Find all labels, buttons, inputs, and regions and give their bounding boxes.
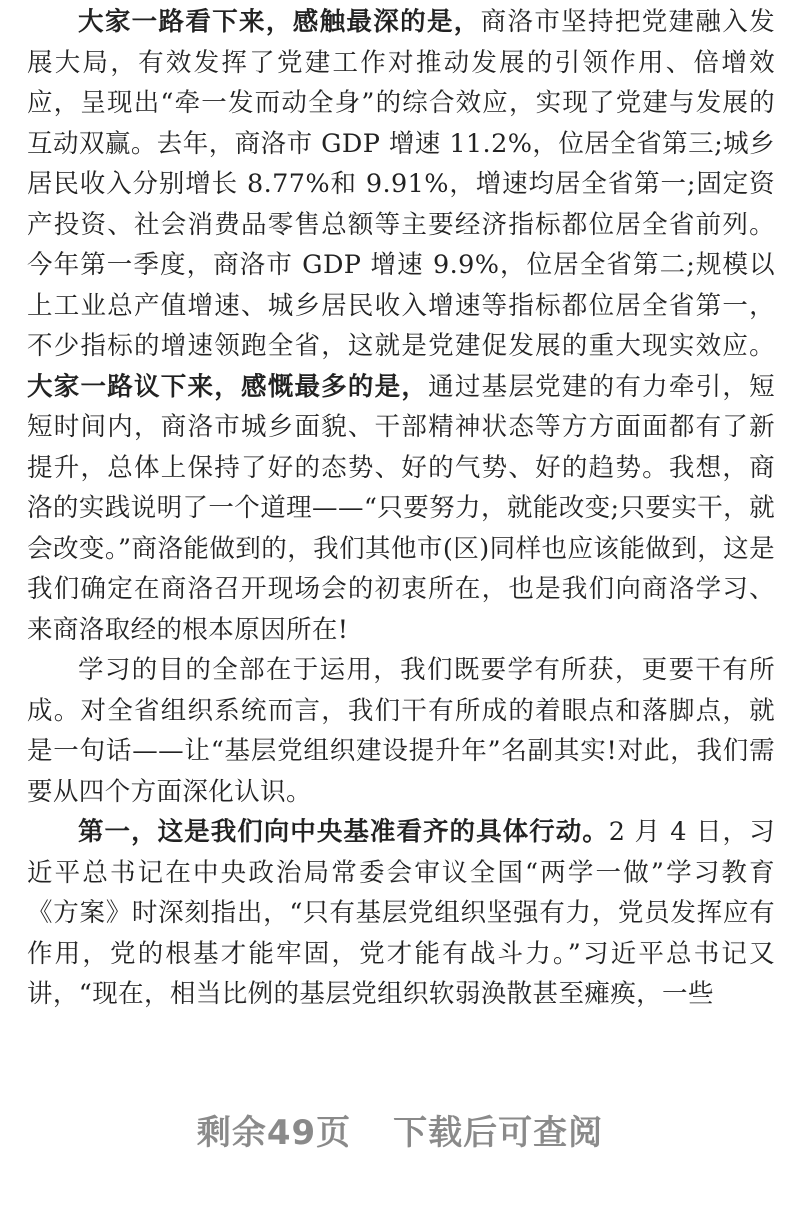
download-banner[interactable] [0, 1105, 800, 1154]
paragraph-1 [27, 2, 775, 650]
paragraph-3 [27, 812, 775, 1015]
body-text: 2 月 4 日，习近平总书记在中央政治局常委会审议全国“两学一做”学习教育《方案》时深刻指出，“只有基层党组织坚强有力，党员发挥应有作用，党的根基才能牢固，党才能有战斗力。”习近平总书记又讲，“现在，相当比例的基层党组织软弱涣散甚至瘫痪，一些 [27, 817, 775, 1009]
body-text: 通过基层党建的有力牵引，短短时间内，商洛市城乡面貌、干部精神状态等方方面面都有了新提升，总体上保持了好的态势、好的气势、好的趋势。我想，商洛的实践说明了一个道理——“只要努力，就能改变;只要实干，就会改变。”商洛能做到的，我们其他市(区)同样也应该能做到，这是我们确定在商洛召开现场会的初衷所在，也是我们向商洛学习、来商洛取经的根本原因所在! [27, 371, 775, 645]
remaining-pages-label: 剩余49页 [196, 1113, 352, 1153]
lead-phrase: 第一，这是我们向中央基准看齐的具体行动。 [78, 817, 609, 847]
body-text: 学习的目的全部在于运用，我们既要学有所获，更要干有所成。对全省组织系统而言，我们干有所成的着眼点和落脚点，就是一句话——让“基层党组织建设提升年”名副其实!对此，我们需要从四个方面深化认识。 [27, 655, 775, 807]
document-body [27, 2, 775, 1015]
lead-phrase: 大家一路议下来，感慨最多的是， [27, 371, 429, 402]
paragraph-2 [27, 650, 775, 812]
body-text: 商洛市坚持把党建融入发展大局，有效发挥了党建工作对推动发展的引领作用、倍增效应，呈现出“牵一发而动全身”的综合效应，实现了党建与发展的互动双赢。去年，商洛市 GDP 增速 11.2%，位居全省第三;城乡居民收入分别增长 8.77%和 9.91%，增速均居全省第一;固定资产投资、社会消费品零售总额等主要经济指标都位居全省前列。今年第一季度，商洛市 GDP 增速 9.9%，位居全省第二;规模以上工业总产值增速、城乡居民收入增速等指标都位居全省第一，不少指标的增速领跑全省，这就是党建促发展的重大现实效应。 [27, 7, 775, 361]
download-hint-label[interactable]: 下载后可查阅 [393, 1113, 604, 1153]
lead-phrase: 大家一路看下来，感触最深的是， [78, 7, 481, 37]
